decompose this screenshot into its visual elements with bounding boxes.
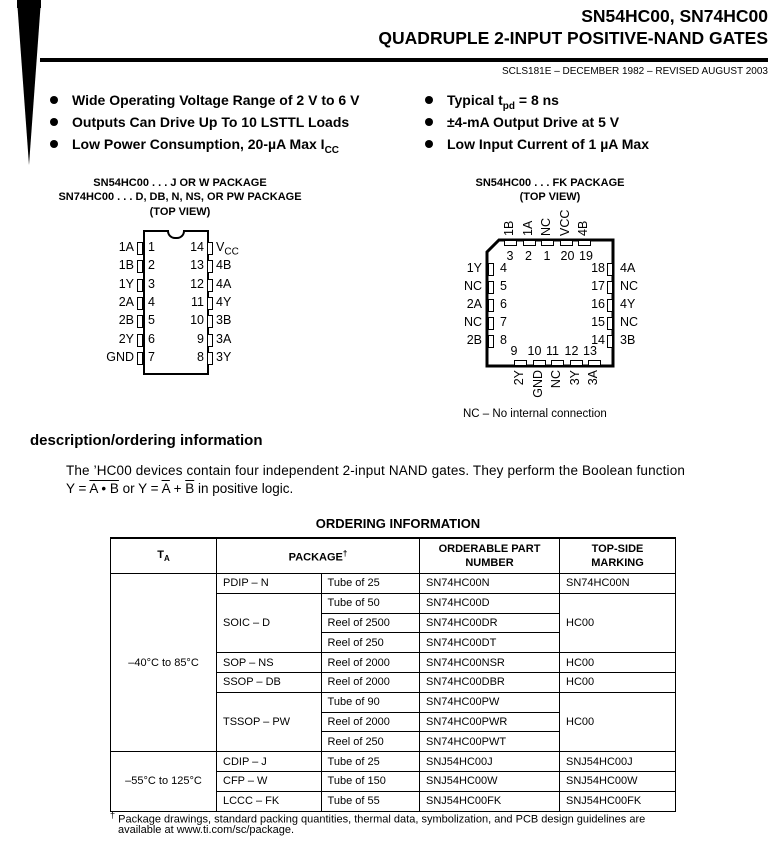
package-cell: CFP – W [217,771,322,791]
package-cell: SOIC – D [217,593,322,652]
feature-text: Low Input Current of 1 µA Max [447,136,649,152]
dip-pin-name: GND [106,349,134,364]
packing-cell: Reel of 2000 [321,653,419,673]
part-number-cell: SN74HC00DBR [420,672,560,692]
corner-marker-wedge [17,0,41,165]
fk-pin-pad [570,360,583,366]
dip-pin-number: 1 [148,240,155,254]
packing-cell: Reel of 250 [321,633,419,653]
package-cell: SOP – NS [217,653,322,673]
doc-title: QUADRUPLE 2-INPUT POSITIVE-NAND GATES [378,28,768,48]
dip-pin-pad [207,334,213,347]
dip-heading-74: SN74HC00 . . . D, DB, N, NS, OR PW PACKAGE [58,191,302,203]
fk-pin-number: 5 [500,279,507,293]
fk-pin-number: 7 [500,315,507,329]
feature-item [50,92,359,108]
dip-pin-pad [207,297,213,310]
dip-pin-name: 3B [216,313,232,328]
bullet-icon [50,96,58,104]
marking-cell: HC00 [560,653,676,673]
package-cell: CDIP – J [217,752,322,772]
feature-item [50,114,349,130]
dip-pin-name: 4Y [216,294,232,309]
fk-pin-pad [551,360,564,366]
part-number-cell: SNJ54HC00FK [420,791,560,811]
part-number-cell: SN74HC00DR [420,613,560,633]
dip-pin-pad [207,260,213,273]
fk-pin-name: 4B [576,220,590,236]
fk-pin-number: 6 [500,297,507,311]
doc-revision: SCLS181E – DECEMBER 1982 – REVISED AUGUST 2003 [501,66,768,77]
fk-pin-name: NC [620,279,639,293]
nand-expr: A • B [89,481,119,496]
bullet-icon [425,118,433,126]
dip-pin-name: 1B [118,258,134,273]
fk-pin-name: VCC [557,209,572,236]
fk-pin-pad [541,240,554,246]
fk-pin-name: 3Y [567,370,582,386]
part-number-cell: SN74HC00D [420,593,560,613]
ordering-title: ORDERING INFORMATION [315,516,481,531]
dip-pin-number: 14 [190,240,204,254]
packing-cell: Tube of 90 [321,692,419,712]
dip-pin-pad [137,297,143,310]
dip-pin-name: 3Y [216,349,232,364]
part-number-cell: SN74HC00PWT [420,732,560,752]
marking-cell: SN74HC00N [560,574,676,594]
dip-pin-name: 1Y [118,276,134,291]
packing-cell: Reel of 2500 [321,613,419,633]
fk-pin-number: 2 [525,249,532,263]
fk-pin-number: 19 [579,249,593,263]
dip-pin-pad [137,260,143,273]
packing-cell: Reel of 2000 [321,712,419,732]
temp-range-cell: –40°C to 85°C [111,574,217,752]
packing-cell: Reel of 2000 [321,672,419,692]
marking-cell: SNJ54HC00FK [560,791,676,811]
dip-pin-name: 3A [216,331,232,346]
fk-pin-name: 2B [466,333,482,347]
boolean-function [66,481,293,496]
packing-cell: Tube of 25 [321,752,419,772]
fk-pin-name: NC [539,217,553,236]
fk-pin-pad [607,335,613,348]
dip-pin-name: 2B [118,313,134,328]
fk-pin-name: NC [549,370,563,389]
dip-pin-number: 11 [191,294,204,309]
dip-pin-name: 4B [216,258,232,273]
feature-sub: pd [502,100,515,112]
fk-pin-number: 16 [591,297,605,311]
col-package: PACKAGE† [217,538,420,574]
text: in positive logic. [194,481,294,496]
fk-pin-pad [533,360,546,366]
fk-pin-pad [578,240,591,246]
footnote-mark: † [110,810,116,820]
dip-pin-number: 2 [148,258,155,273]
fk-pin-name: 4Y [620,297,636,311]
dip-pin-number: 13 [190,258,204,273]
fk-pin-number: 17 [591,279,605,293]
fk-pin-pad [607,299,613,312]
fk-pin-number: 4 [500,261,507,275]
part-number-cell: SN74HC00PW [420,692,560,712]
fk-pin-pad [488,317,494,330]
text: + [169,481,186,496]
fk-pin-pad [488,299,494,312]
dip-pin-number: 3 [148,276,155,291]
marking-cell: SNJ54HC00J [560,752,676,772]
feature-item [425,136,649,152]
ordering-table [110,537,676,812]
dip-pin-pad [137,315,143,328]
fk-pin-number: 15 [591,315,605,329]
description-text: The ’HC00 devices contain four independent 2-input NAND gates. They perform the Boolean function [66,463,686,478]
part-number-cell: SNJ54HC00J [420,752,560,772]
fk-pin-number: 12 [564,344,579,358]
fk-pin-number: 10 [527,344,542,358]
dip-pin-pad [207,279,213,292]
packing-cell: Tube of 150 [321,771,419,791]
dip-pin-name: $V_{CC}$ [216,240,239,258]
dip-pin-number: 9 [197,331,204,346]
doc-title-parts: SN54HC00, SN74HC00 [581,6,768,26]
feature-item [425,92,559,112]
marking-cell: HC00 [560,692,676,751]
section-heading: description/ordering information [30,432,263,449]
dip-pin-name: 2A [118,294,134,309]
col-marking: TOP-SIDE MARKING [560,538,676,574]
packing-cell: Reel of 250 [321,732,419,752]
fk-pin-number: 18 [591,261,605,275]
fk-pin-name: 2A [466,297,482,311]
fk-pin-name: 3B [620,333,636,347]
package-cell: LCCC – FK [217,791,322,811]
fk-pin-name: NC [463,315,482,329]
fk-pin-pad [488,335,494,348]
package-cell: TSSOP – PW [217,692,322,751]
dip-pin-pad [207,352,213,365]
package-cell: PDIP – N [217,574,322,594]
fk-pin-name: NC [620,315,639,329]
dip-pin-number: 4 [148,294,155,309]
dip-pin-pad [137,279,143,292]
fk-pin-number: 8 [500,333,507,347]
table-header [111,538,676,574]
feature-text: Outputs Can Drive Up To 10 LSTTL Loads [72,114,350,130]
dip-pin-pad [207,242,213,255]
fk-pin-number: 1 [543,249,551,263]
fk-pin-name: 1B [502,220,516,236]
packing-cell: Tube of 50 [321,593,419,613]
fk-pin-pad [488,263,494,276]
marking-cell: SNJ54HC00W [560,771,676,791]
package-cell: SSOP – DB [217,672,322,692]
col-ta: $T_A$ [111,538,217,574]
table-row [111,574,676,594]
temp-range-cell: –55°C to 125°C [111,752,217,811]
fk-pin-pad [523,240,536,246]
dip-pin-name: 1A [118,240,134,254]
dip-pin-pad [137,352,143,365]
fk-pin-number: 11 [546,344,559,358]
fk-pin-pad [588,360,601,366]
footnote-line2: available at www.ti.com/sc/package. [118,824,295,836]
part-number-cell: SNJ54HC00W [420,771,560,791]
fk-pin-pad [607,281,613,294]
packing-cell: Tube of 25 [321,574,419,594]
dip-heading-54: SN54HC00 . . . J OR W PACKAGE [93,177,267,189]
fk-pin-name: 1Y [466,261,482,275]
table-row [111,752,676,772]
dip-pin-pad [137,334,143,347]
dip-pin-name: 2Y [118,331,134,346]
bullet-icon [50,118,58,126]
dip-pin-name: 4A [216,276,232,291]
dip-pin-number: 12 [190,276,204,291]
bullet-icon [50,140,58,148]
text: Y = [66,481,90,496]
fk-pin-name: 3A [586,370,600,386]
feature-item [425,114,619,130]
fk-heading: SN54HC00 . . . FK PACKAGE [475,177,625,189]
feature-text: Low Power Consumption, 20-µA Max I [72,136,325,152]
fk-pin-name: 4A [620,261,636,275]
dip-pin-number: 6 [148,331,155,346]
dip-top-view: (TOP VIEW) [149,206,211,218]
fk-pin-pad [514,360,527,366]
part-number-cell: SN74HC00N [420,574,560,594]
dip-pin-pad [207,315,213,328]
dip-pin-number: 10 [190,313,204,328]
feature-item [50,136,339,156]
fk-pin-pad [488,281,494,294]
bullet-icon [425,96,433,104]
dip-pin-number: 7 [148,349,155,364]
marking-cell: HC00 [560,593,676,652]
marking-cell: HC00 [560,672,676,692]
fk-pin-name: GND [530,370,545,398]
feature-text: ±4-mA Output Drive at 5 V [447,114,620,130]
fk-pin-number: 13 [583,344,597,358]
fk-pin-number: 20 [560,249,575,263]
fk-pin-pad [607,263,613,276]
fk-pin-pad [560,240,573,246]
nc-note: NC – No internal connection [463,408,607,420]
feature-text-tail: = 8 ns [514,92,559,108]
fk-pin-number: 9 [510,344,518,358]
fk-pin-number: 14 [591,333,605,347]
part-number-cell: SN74HC00PWR [420,712,560,732]
part-number-cell: SN74HC00NSR [420,653,560,673]
dip-pin-pad [137,242,143,255]
header-rule [40,58,768,62]
fk-pin-name: NC [463,279,482,293]
fk-pin-name: 1A [520,220,535,236]
fk-top-view: (TOP VIEW) [519,191,581,203]
not-b: $\overline{B}$ [185,481,195,496]
part-number-cell: SN74HC00DT [420,633,560,653]
fk-pin-name: 2Y [512,370,526,386]
feature-text: Wide Operating Voltage Range of 2 V to 6 V [72,92,360,108]
packing-cell: Tube of 55 [321,791,419,811]
feature-text: Typical t [447,92,503,108]
fk-pin-pad [504,240,517,246]
fk-pin-pad [607,317,613,330]
fk-pin-number: 3 [506,249,514,263]
footnote-line1: Package drawings, standard packing quantities, thermal data, symbolization, and PCB design guidelines are [118,813,646,826]
dip-pin-number: 8 [197,349,204,364]
feature-sub: CC [324,144,340,156]
bullet-icon [425,140,433,148]
col-part: ORDERABLE PART NUMBER [420,538,560,574]
dip-pin-number: 5 [148,313,155,328]
text: or Y = [118,481,162,496]
not-a: $\overline{A}$ [161,481,170,496]
